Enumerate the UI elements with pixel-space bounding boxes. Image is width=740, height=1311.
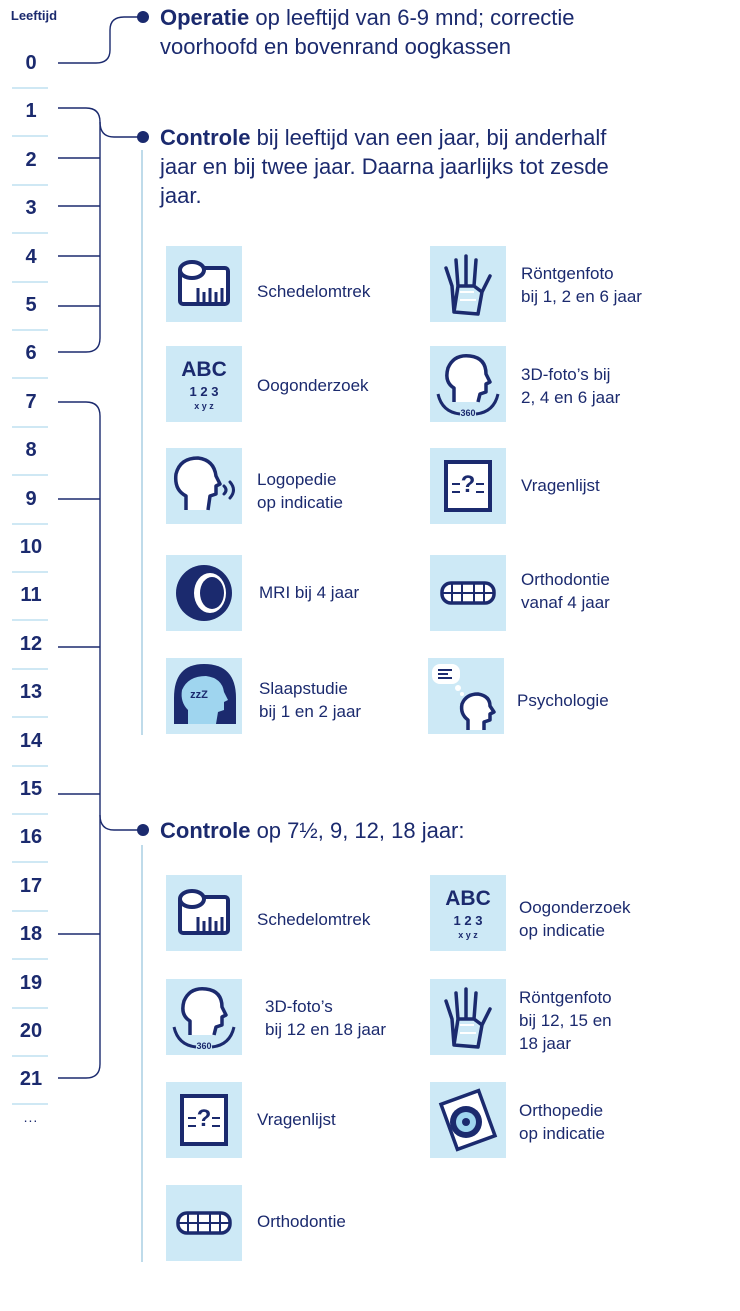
item-label: Slaapstudie bij 1 en 2 jaar <box>259 679 362 721</box>
quiz-symbol: ? <box>196 1105 212 1132</box>
item-label: Oogonderzoek <box>257 376 369 395</box>
item-label: Logopedie op indicatie <box>257 470 344 512</box>
age-divider <box>12 910 48 912</box>
age-label: 7 <box>25 390 37 413</box>
age-divider <box>12 861 48 863</box>
item-label: Oogonderzoek op indicatie <box>519 898 631 940</box>
age-divider <box>12 619 48 621</box>
age-divider <box>12 135 48 137</box>
thinking-head-icon <box>428 658 504 734</box>
eye-chart-row-1: ABC <box>181 358 227 381</box>
age-label: 6 <box>25 342 37 365</box>
age-label: 2 <box>25 148 37 171</box>
speaking-head-icon <box>166 448 242 524</box>
age-divider <box>12 958 48 960</box>
item-label: 3D-foto’s bij 2, 4 en 6 jaar <box>521 365 621 407</box>
item-label: Vragenlijst <box>257 1110 336 1129</box>
age-divider <box>12 281 48 283</box>
age-divider <box>12 184 48 186</box>
age-divider <box>12 668 48 670</box>
eye-chart-icon <box>430 875 506 951</box>
questionnaire-icon <box>430 448 506 524</box>
age-label: 11 <box>20 584 42 607</box>
age-label: 8 <box>25 439 37 462</box>
section-title: Operatie <box>160 5 250 30</box>
age-label: 4 <box>25 245 37 268</box>
section-operatie <box>160 3 590 61</box>
age-divider <box>12 1007 48 1009</box>
measuring-tape-icon <box>166 875 242 951</box>
age-divider <box>12 426 48 428</box>
eye-chart-row-3: x y z <box>458 930 478 940</box>
measuring-tape-icon <box>166 246 242 322</box>
age-label: 12 <box>19 632 43 655</box>
teeth-braces-icon <box>430 555 506 631</box>
item-label: Orthopedie op indicatie <box>519 1101 606 1143</box>
age-label: 9 <box>25 487 37 510</box>
item-label: Röntgenfoto bij 1, 2 en 6 jaar <box>521 264 642 306</box>
item-label: Schedelomtrek <box>257 282 371 301</box>
eye-chart-row-2: 1 2 3 <box>189 384 219 399</box>
age-divider <box>12 571 48 573</box>
item-label: Orthodontie <box>257 1212 346 1231</box>
questionnaire-icon <box>166 1082 242 1158</box>
age-divider <box>12 377 48 379</box>
item-label: Schedelomtrek <box>257 910 371 929</box>
age-divider <box>12 329 48 331</box>
mri-scanner-icon <box>166 555 242 631</box>
eye-chart-row-3: x y z <box>194 401 214 411</box>
scan-badge: 360 <box>460 408 476 418</box>
age-label: 1 <box>25 100 37 123</box>
section-title: Controle <box>160 125 251 150</box>
age-ellipsis: ... <box>23 1108 39 1125</box>
age-divider <box>12 765 48 767</box>
age-divider <box>12 232 48 234</box>
section-controle-young <box>160 123 620 210</box>
age-divider <box>12 1055 48 1057</box>
xray-hand-icon <box>430 979 506 1055</box>
quiz-symbol: ? <box>460 471 476 498</box>
eye-chart-row-1: ABC <box>445 887 491 910</box>
age-label: 5 <box>25 294 37 316</box>
section-description: op 7½, 9, 12, 18 jaar: <box>250 818 465 843</box>
age-label: 21 <box>19 1068 43 1091</box>
sleeping-head-icon <box>166 658 242 734</box>
age-divider <box>12 474 48 476</box>
age-divider <box>12 1103 48 1105</box>
age-label: 19 <box>19 971 43 994</box>
section-controle-older <box>160 816 620 845</box>
teeth-braces-icon <box>166 1185 242 1261</box>
age-label: 16 <box>19 826 43 849</box>
item-label: Psychologie <box>517 691 609 710</box>
sleep-text: zzZ <box>190 689 208 701</box>
3d-head-scan-icon <box>166 979 242 1055</box>
age-divider <box>12 716 48 718</box>
age-axis-header: Leeftijd <box>10 8 58 23</box>
orthopedic-scan-icon <box>430 1082 506 1158</box>
age-label: 15 <box>19 778 43 800</box>
item-label: MRI bij 4 jaar <box>259 583 360 602</box>
item-label: Vragenlijst <box>521 476 600 495</box>
section-description: op leeftijd van 6-9 mnd; correctie voorhoofd en bovenrand oogkassen <box>160 5 575 59</box>
scan-badge: 360 <box>196 1041 212 1051</box>
section-description: bij leeftijd van een jaar, bij anderhalf jaar en bij twee jaar. Daarna jaarlijks tot zesde jaar. <box>160 125 609 208</box>
age-divider <box>12 523 48 525</box>
age-label: 10 <box>19 536 43 558</box>
age-label: 14 <box>19 729 43 752</box>
age-divider <box>12 813 48 815</box>
section-title: Controle <box>160 818 251 843</box>
xray-hand-icon <box>430 246 506 322</box>
age-label: 0 <box>25 52 37 74</box>
age-label: 17 <box>19 874 43 897</box>
age-label: 20 <box>19 1020 43 1042</box>
item-label: Röntgenfoto bij 12, 15 en 18 jaar <box>519 988 612 1053</box>
eye-chart-icon <box>166 346 242 422</box>
item-label: 3D-foto’s bij 12 en 18 jaar <box>265 997 386 1039</box>
3d-head-scan-icon <box>430 346 506 422</box>
age-label: 13 <box>19 681 43 704</box>
age-label: 3 <box>25 197 37 220</box>
eye-chart-row-2: 1 2 3 <box>453 913 483 928</box>
item-label: Orthodontie vanaf 4 jaar <box>521 570 610 612</box>
age-divider <box>12 87 48 89</box>
age-label: 18 <box>19 923 43 946</box>
